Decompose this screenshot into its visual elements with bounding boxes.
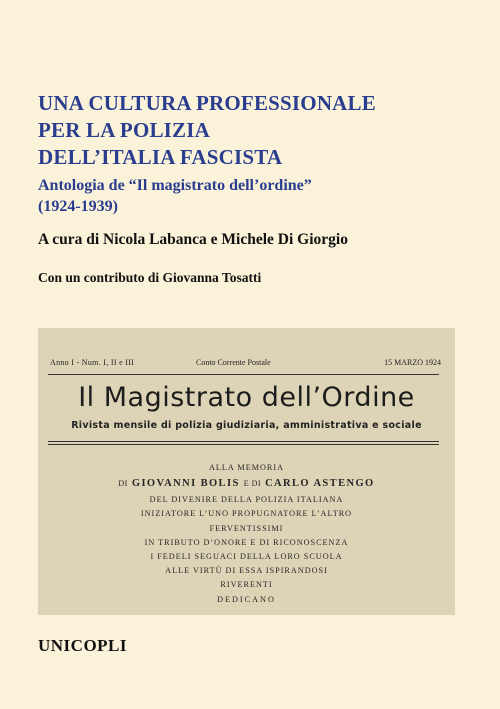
masthead-rule-bottom [48,441,439,442]
dedication-name-2: CARLO ASTENGO [265,478,375,490]
book-subtitle-line-2: (1924-1939) [38,198,118,215]
journal-masthead-image [38,328,455,615]
dedication-line-8: ALLE VIRTÙ DI ESSA ISPIRANDOSI [165,566,328,576]
masthead-date: 15 MARZO 1924 [384,358,441,367]
dedication-names-mid: E DI [243,479,262,489]
masthead-rule-top [48,374,439,375]
masthead-header-row [38,358,455,370]
dedication-text [38,461,455,607]
book-title-line-3: DELL’ITALIA FASCISTA [38,145,283,169]
publisher-name: UNICOPLI [38,636,128,655]
masthead-rule-bottom-thin [48,444,439,445]
book-title-line-2: PER LA POLIZIA [38,118,210,142]
dedication-name-1: GIOVANNI BOLIS [131,478,240,490]
contribution-credit: Con un contributo di Giovanna Tosatti [38,270,262,285]
dedication-line-9: RIVERENTI [220,580,273,590]
dedication-line-5: FERVENTISSIMI [209,523,284,533]
masthead-journal-name: Il Magistrato dell’Ordine [78,382,415,413]
dedication-line-1: ALLA MEMORIA [209,463,284,472]
dedication-line-7: I FEDELI SEGUACI DELLA LORO SCUOLA [150,552,343,562]
dedication-line-10: DEDICANO [217,594,276,604]
dedication-names-pre: DI [118,479,128,489]
curators-credit: A cura di Nicola Labanca e Michele Di Giorgio [38,231,348,248]
dedication-line-4: INIZIATORE L’UNO PROPUGNATORE L’ALTRO [140,509,353,519]
dedication-line-6: IN TRIBUTO D’ONORE E DI RICONOSCENZA [144,537,349,547]
masthead-tagline: Rivista mensile di polizia giudiziaria, amministrativa e sociale [71,420,422,431]
title-block [38,90,478,217]
dedication-names [38,475,455,493]
masthead-postal: Conto Corrente Postale [196,358,271,367]
book-subtitle-line-1: Antologia de “Il magistrato dell’ordine” [38,177,312,194]
masthead-issue: Anno I - Num. I, II e III [50,358,135,367]
dedication-line-3: DEL DIVENIRE DELLA POLIZIA ITALIANA [149,495,344,505]
book-title-line-1: UNA CULTURA PROFESSIONALE [38,91,376,115]
